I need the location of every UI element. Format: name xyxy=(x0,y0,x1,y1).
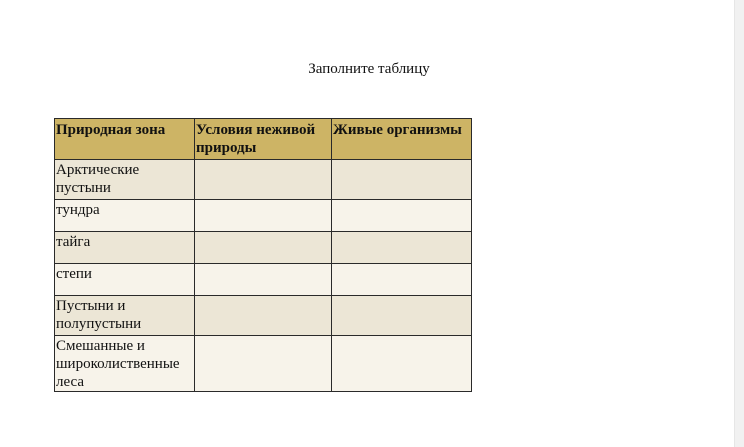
abiotic-cell[interactable] xyxy=(195,264,332,296)
organisms-cell[interactable] xyxy=(332,296,472,336)
organisms-cell[interactable] xyxy=(332,336,472,392)
organisms-cell[interactable] xyxy=(332,160,472,200)
zone-cell: Смешанные и широколиственные леса xyxy=(55,336,195,392)
document-title-text: Заполните таблицу xyxy=(308,61,430,77)
header-abiotic-conditions: Условия неживой природы xyxy=(195,119,332,160)
header-natural-zone: Природная зона xyxy=(55,119,195,160)
table-row xyxy=(55,336,472,392)
abiotic-cell[interactable] xyxy=(195,160,332,200)
organisms-cell[interactable] xyxy=(332,200,472,232)
zone-cell: степи xyxy=(55,264,195,296)
viewer-scroll-gutter[interactable] xyxy=(734,0,744,447)
zone-cell: тайга xyxy=(55,232,195,264)
zone-cell: Пустыни и полупустыни xyxy=(55,296,195,336)
organisms-cell[interactable] xyxy=(332,264,472,296)
table-header-row xyxy=(55,119,472,160)
table-row xyxy=(55,264,472,296)
header-living-organisms: Живые организмы xyxy=(332,119,472,160)
abiotic-cell[interactable] xyxy=(195,296,332,336)
zone-cell: тундра xyxy=(55,200,195,232)
table-row xyxy=(55,296,472,336)
document-title xyxy=(0,60,734,78)
zone-cell: Арктические пустыни xyxy=(55,160,195,200)
abiotic-cell[interactable] xyxy=(195,200,332,232)
table-row xyxy=(55,232,472,264)
nature-zones-table xyxy=(54,118,472,392)
abiotic-cell[interactable] xyxy=(195,336,332,392)
table-row xyxy=(55,160,472,200)
abiotic-cell[interactable] xyxy=(195,232,332,264)
organisms-cell[interactable] xyxy=(332,232,472,264)
table-row xyxy=(55,200,472,232)
